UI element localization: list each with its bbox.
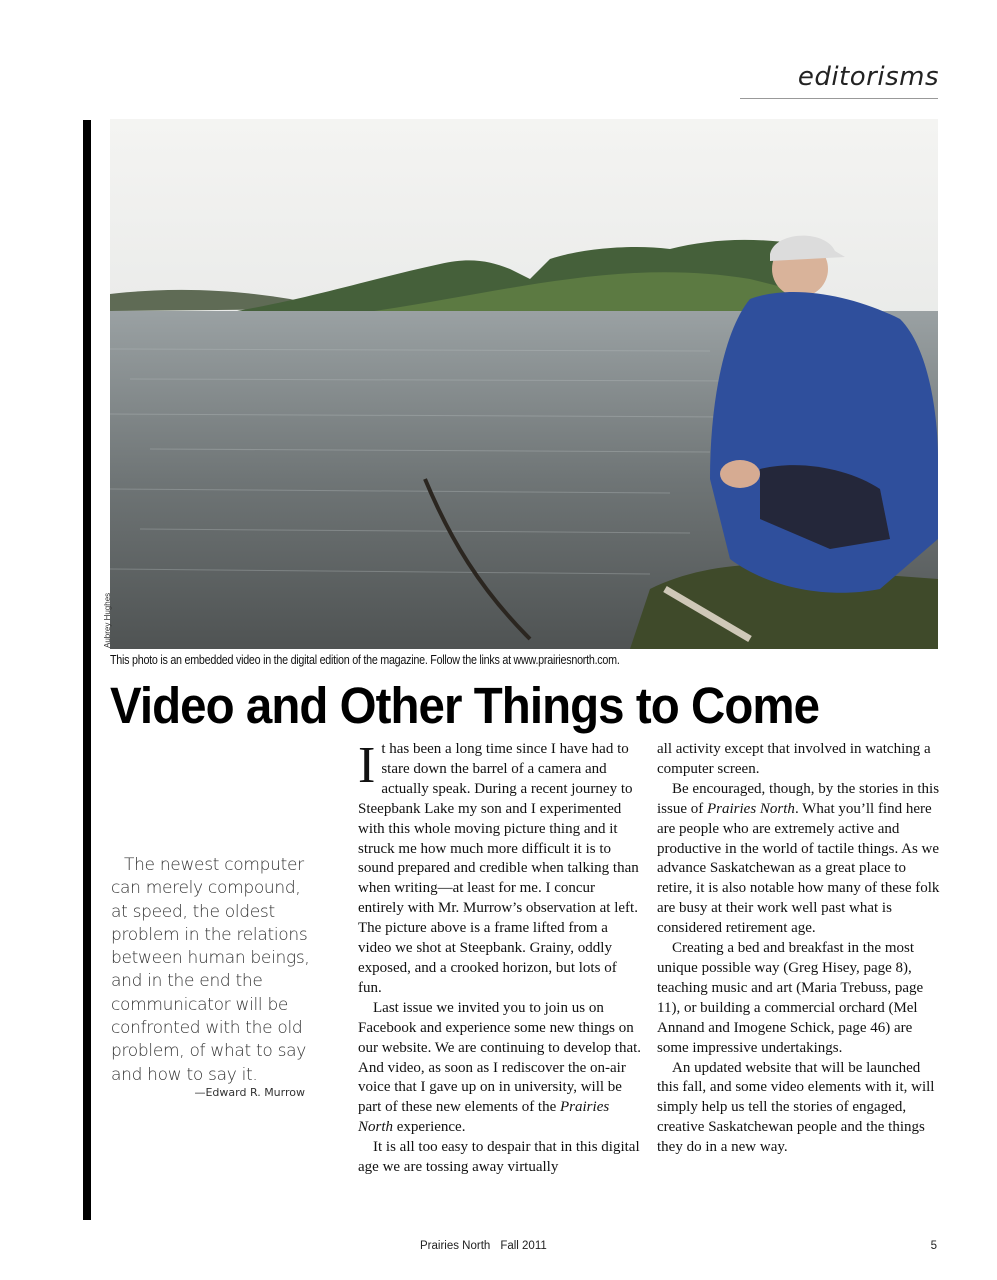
footer-publication: Prairies North <box>420 1240 491 1252</box>
pull-quote-attribution: —Edward R. Murrow <box>194 1086 305 1099</box>
magazine-title: Prairies North <box>707 800 795 817</box>
paragraph-text: . What you’ll find here are people who are extremely active and productive in the world of tactile things. As we advance Saskatchewan as a great place to retire, it is also notable how many of these folk are busy at their work well past what is considered retirement age. <box>657 800 940 937</box>
paragraph: all activity except that involved in watching a computer screen. <box>657 741 931 777</box>
paragraph <box>358 999 643 1138</box>
side-bar <box>83 120 91 1220</box>
section-rule <box>740 98 938 99</box>
page-number: 5 <box>930 1240 937 1252</box>
article-photo[interactable] <box>110 119 938 649</box>
paragraph-text: experience. <box>393 1119 466 1136</box>
paragraph <box>657 780 942 939</box>
paragraph: An updated website that will be launched this fall, and some video elements with it, will simply help us tell the stories of engaged, creative Saskatchewan people and the things they do in a new way. <box>657 1059 935 1156</box>
photo-caption: This photo is an embedded video in the digital edition of the magazine. Follow the links at www.prairiesnorth.com. <box>110 653 620 667</box>
pull-quote: The newest computer can merely compound, at speed, the oldest problem in the relations between human beings, and in the end the communicator will be confronted with the old problem, of what to say and how to say it. <box>111 855 310 1085</box>
article-headline: Video and Other Things to Come <box>110 677 820 734</box>
drop-cap: I <box>358 737 376 794</box>
paragraph: It is all too easy to despair that in this digital age we are tossing away virtually <box>358 1139 640 1176</box>
article-column-1 <box>358 737 643 1178</box>
page-footer <box>420 1240 547 1252</box>
paragraph <box>358 737 643 999</box>
paragraph-text: t has been a long time since I have had to stare down the barrel of a camera and actually speak. During a recent journey to Steepbank Lake my son and I experimented with this whole moving picture thing and it struck me how much more difficult it is to sound prepared and credible when talking than when writing—at least for me. I concur entirely with Mr. Murrow’s observation at left. The picture above is a frame lifted from a video we shot at Steepbank. Grainy, oddly exposed, and a crooked horizon, but lots of fun. <box>358 741 639 996</box>
photo-credit: Aubrey Hughes <box>103 592 112 648</box>
footer-issue: Fall 2011 <box>500 1240 547 1252</box>
lake-scene-illustration <box>110 119 938 649</box>
magazine-title: Prairies North <box>358 1099 610 1136</box>
paragraph-text: Be encouraged, though, by the stories in this issue of <box>657 780 940 817</box>
article-column-2 <box>657 740 942 1158</box>
paragraph: Creating a bed and breakfast in the most unique possible way (Greg Hisey, page 8), teaching music and art (Maria Trebuss, page 11), or building a commercial orchard (Mel Annand and Imogene Schick, page 46) are some impressive undertakings. <box>657 940 924 1056</box>
paragraph-text: Last issue we invited you to join us on Facebook and experience some new things on our website. We are continuing to develop that. And video, as soon as I rediscover the on-air voice that I gave up on in university, will be part of these new elements of the <box>358 999 642 1116</box>
section-tag: editorisms <box>797 62 939 92</box>
